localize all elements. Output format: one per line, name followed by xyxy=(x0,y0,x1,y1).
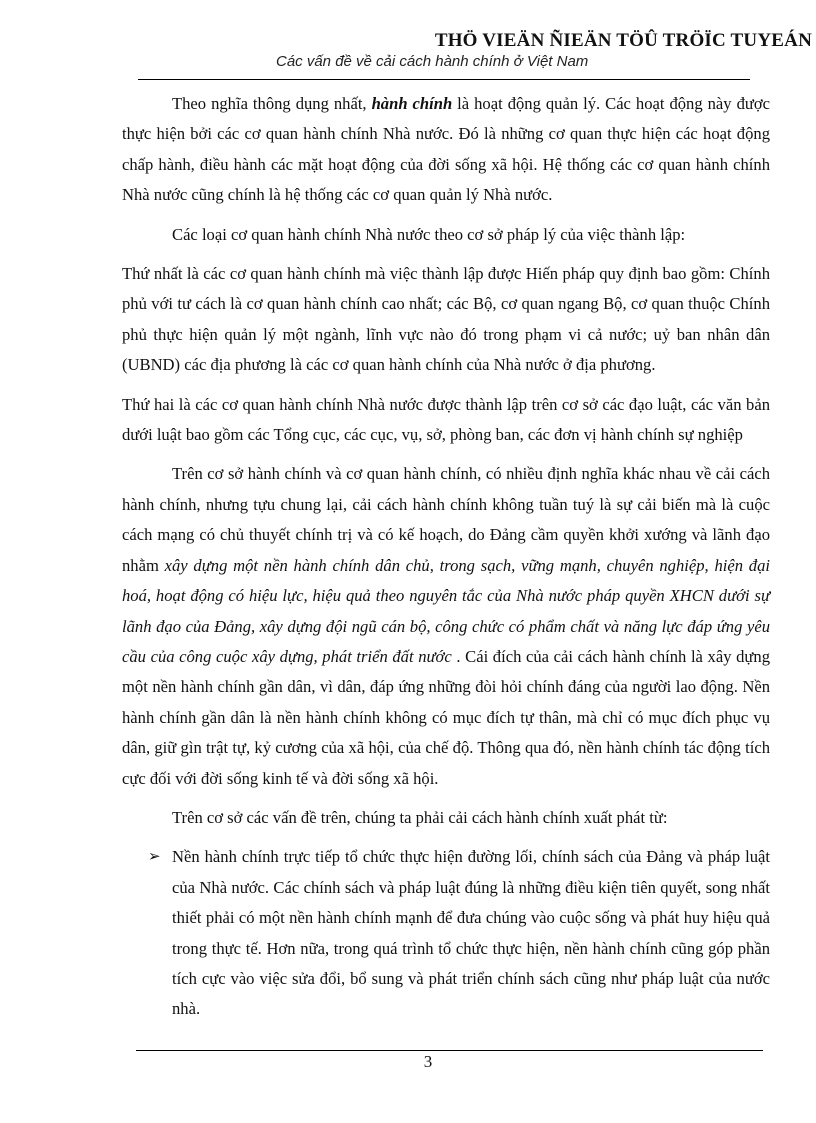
bullet-item xyxy=(122,842,770,1024)
document-body xyxy=(122,89,770,1025)
paragraph-definition xyxy=(122,89,770,211)
header-divider xyxy=(138,79,750,80)
page-number: 3 xyxy=(423,1052,433,1071)
bold-term: hành chính xyxy=(371,94,453,113)
arrow-bullet-icon: ➢ xyxy=(148,849,161,866)
paragraph-second-type: Thứ hai là các cơ quan hành chính Nhà nước được thành lập trên cơ sở các đạo luật, các văn bản dưới luật bao gồm các Tổng cục, các cục, vụ, sở, phòng ban, các đơn vị hành chính sự nghiệp xyxy=(122,394,770,445)
paragraph-text: . Cái đích của cải cách hành chính là xây dựng một nền hành chính gần dân, vì dân, đáp ứng những đòi hỏi chính đáng của người lao động. Nền hành chính gần dân là nền hành chính không có mục đích tự thân, mà chỉ có mục đích phục vụ dân, giữ gìn trật tự, kỷ cương của xã hội, của chế độ. Thông qua đó, nền hành chính tác động tích cực đối với đời sống kinh tế và đời sống xã hội. xyxy=(122,646,770,788)
paragraph-text: Theo nghĩa thông dụng nhất, xyxy=(172,94,372,113)
watermark-text: THÖ VIEÄN ÑIEÄN TÖÛ TRÖÏC TUYEÁN xyxy=(434,30,812,51)
bullet-text: Nền hành chính trực tiếp tổ chức thực hiện đường lối, chính sách của Đảng và pháp luật của Nhà nước. Các chính sách và pháp luật đúng là những điều kiện tiên quyết, song nhất thiết phải có một nền hành chính mạnh để đưa chúng vào cuộc sống và phát huy hiệu quả trong thực tế. Hơn nữa, trong quá trình tổ chức thực hiện, nền hành chính cũng góp phần tích cực vào việc sửa đổi, bổ sung và phát triển chính sách cũng như pháp luật của nước nhà. xyxy=(172,847,770,1019)
paragraph-types-intro: Các loại cơ quan hành chính Nhà nước theo cơ sở pháp lý của việc thành lập: xyxy=(172,224,686,244)
footer-divider xyxy=(136,1050,763,1051)
paragraph-text: Trên cơ sở hành chính và cơ quan hành chính, có nhiều định nghĩa khác nhau về cải cách hành chính, nhưng tựu chung lại, cải cách hành chính không tuần tuý là sự cải biến mà là cuộc cách mạng có chủ thuyết chính trị và có kế hoạch, do Đảng cầm quyền khởi xướng và lãnh đạo nhằm xyxy=(122,464,770,575)
paragraph-first-type: Thứ nhất là các cơ quan hành chính mà việc thành lập được Hiến pháp quy định bao gồm: Chính phủ với tư cách là cơ quan hành chính cao nhất; các Bộ, cơ quan ngang Bộ, cơ quan thuộc Chính phủ thực hiện quản lý một ngành, lĩnh vực nào đó trong phạm vi cả nước; uỷ ban nhân dân (UBND) các địa phương là các cơ quan hành chính của Nhà nước ở địa phương. xyxy=(122,264,770,375)
paragraph-reform-definition xyxy=(122,459,770,793)
paragraph-reform-basis: Trên cơ sở các vấn đề trên, chúng ta phải cải cách hành chính xuất phát từ: xyxy=(172,807,668,827)
paragraph-text: là hoạt động quản lý. Các hoạt động này được thực hiện bởi các cơ quan hành chính Nhà nước. Đó là những cơ quan thực hiện các hoạt động chấp hành, điều hành các mặt hoạt động của đời sống xã hội. Hệ thống các cơ quan hành chính Nhà nước cũng chính là hệ thống các cơ quan quản lý Nhà nước. xyxy=(122,94,770,205)
page-header-title: Các vấn đề về cải cách hành chính ở Việt Nam xyxy=(276,53,589,70)
italic-quote: xây dựng một nền hành chính dân chủ, trong sạch, vững mạnh, chuyên nghiệp, hiện đại hoá, hoạt động có hiệu lực, hiệu quả theo nguyên tắc của Nhà nước pháp quyền XHCN dưới sự lãnh đạo của Đảng, xây dựng đội ngũ cán bộ, công chức có phẩm chất và năng lực đáp ứng yêu cầu của công cuộc xây dựng, phát triển đất nước xyxy=(122,555,771,666)
